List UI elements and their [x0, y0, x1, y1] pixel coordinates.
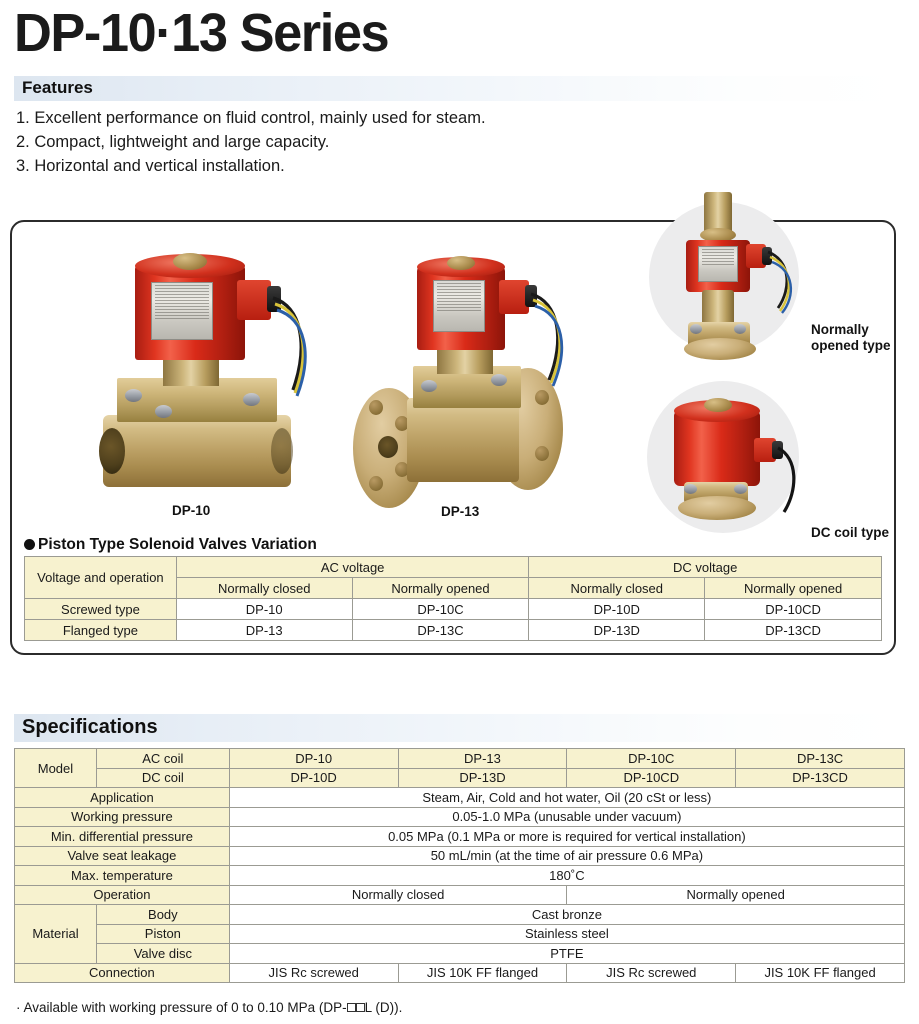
variation-cell: DP-13C — [352, 620, 529, 641]
spec-model-ac: DP-13 — [398, 749, 567, 769]
spec-connection-value: JIS 10K FF flanged — [736, 963, 905, 983]
variation-corner-label: Voltage and operation — [25, 557, 177, 599]
outlet-port — [271, 428, 293, 474]
spec-operation-label: Operation — [15, 885, 230, 905]
spec-operation-value: Normally closed — [229, 885, 567, 905]
bullet-icon — [24, 539, 35, 550]
valve-body — [407, 398, 519, 482]
lead-wires — [766, 248, 808, 314]
feature-item: 3. Horizontal and vertical installation. — [16, 157, 285, 175]
base-bolt — [684, 484, 697, 494]
spec-material-value: Stainless steel — [229, 924, 904, 944]
spec-connection-value: JIS 10K FF flanged — [398, 963, 567, 983]
valve-body — [103, 415, 291, 487]
spec-material-sub-label: Piston — [96, 924, 229, 944]
coil-nameplate — [698, 246, 738, 282]
features-header-bar — [14, 76, 905, 101]
table-row — [15, 749, 905, 769]
base-bolt — [734, 484, 747, 494]
feature-item: 1. Excellent performance on fluid control, mainly used for steam. — [16, 109, 486, 127]
spec-material-value: Cast bronze — [229, 905, 904, 925]
spec-connection-label: Connection — [15, 963, 230, 983]
variation-cell: DP-10 — [176, 599, 352, 620]
spec-model-ac: DP-13C — [736, 749, 905, 769]
spec-dc-coil-label: DC coil — [96, 768, 229, 788]
spec-row-value: 0.05-1.0 MPa (unusable under vacuum) — [229, 807, 904, 827]
bonnet-bolt — [421, 380, 437, 392]
caption-normally-opened — [811, 322, 891, 354]
spec-row-value: 180˚C — [229, 866, 904, 886]
caption-dc-coil: DC coil type — [811, 525, 890, 540]
variation-cell: DP-10C — [352, 599, 529, 620]
table-row — [15, 827, 905, 847]
variation-cell: DP-13D — [529, 620, 705, 641]
spec-row-label: Working pressure — [15, 807, 230, 827]
spec-connection-value: JIS Rc screwed — [567, 963, 736, 983]
table-row — [15, 885, 905, 905]
variation-cell: DP-13CD — [705, 620, 882, 641]
variation-row-label: Flanged type — [25, 620, 177, 641]
bonnet-bolt — [491, 374, 507, 386]
flange-bolt — [369, 476, 383, 491]
variation-cell: DP-13 — [176, 620, 352, 641]
flange-bolt — [369, 400, 383, 415]
table-row — [15, 807, 905, 827]
spec-model-dc: DP-10D — [229, 768, 398, 788]
lead-wires — [271, 290, 331, 400]
table-row — [15, 846, 905, 866]
photo-dp10-valve — [85, 250, 315, 500]
coil-nameplate — [433, 280, 485, 332]
spec-model-ac: DP-10 — [229, 749, 398, 769]
bonnet-bolt — [243, 393, 260, 406]
variation-cell: DP-10D — [529, 599, 705, 620]
specifications-table — [14, 748, 905, 983]
base-flange — [678, 496, 756, 520]
photo-dc-coil-valve — [660, 392, 790, 527]
spec-row-value: 0.05 MPa (0.1 MPa or more is required for vertical installation) — [229, 827, 904, 847]
coil-center-nut — [447, 256, 475, 270]
spec-material-sub-label: Valve disc — [96, 944, 229, 964]
table-row — [15, 905, 905, 925]
flange-bolt — [535, 390, 549, 405]
coil-center-nut — [704, 398, 732, 412]
placeholder-box-icon — [356, 1003, 365, 1012]
conduit-box — [237, 280, 271, 320]
inlet-port — [99, 428, 125, 474]
variation-heading — [24, 536, 317, 554]
table-row — [15, 924, 905, 944]
bonnet-bolt — [125, 389, 142, 402]
feature-item: 2. Compact, lightweight and large capacity. — [16, 133, 330, 151]
footnote-suffix: L (D)). — [364, 1000, 403, 1015]
flange-bore — [378, 436, 398, 458]
spec-material-sub-label: Body — [96, 905, 229, 925]
spec-connection-value: JIS Rc screwed — [229, 963, 398, 983]
variation-row-label: Screwed type — [25, 599, 177, 620]
variation-cell: DP-10CD — [705, 599, 882, 620]
caption-line: opened type — [811, 338, 891, 353]
footnote-prefix: · Available with working pressure of 0 to 0.10 MPa (DP- — [16, 1000, 347, 1015]
caption-dp13: DP-13 — [441, 504, 480, 519]
table-row — [15, 944, 905, 964]
placeholder-box-icon — [347, 1003, 356, 1012]
variation-group-ac: AC voltage — [176, 557, 529, 578]
caption-dp10: DP-10 — [172, 503, 211, 518]
spec-ac-coil-label: AC coil — [96, 749, 229, 769]
table-row — [15, 768, 905, 788]
spec-model-ac: DP-10C — [567, 749, 736, 769]
spec-model-dc: DP-13D — [398, 768, 567, 788]
table-row — [15, 866, 905, 886]
base-bolt — [690, 324, 702, 334]
spec-row-label: Application — [15, 788, 230, 808]
table-row — [25, 599, 882, 620]
table-row — [25, 620, 882, 641]
spec-operation-value: Normally opened — [567, 885, 905, 905]
lower-stem-tube — [702, 290, 734, 326]
flange-bolt — [535, 446, 549, 461]
table-row — [15, 963, 905, 983]
photo-dp13-valve — [345, 248, 605, 503]
lead-wires — [529, 288, 589, 388]
spec-model-dc: DP-13CD — [736, 768, 905, 788]
spec-row-value: 50 mL/min (at the time of air pressure 0.6 MPa) — [229, 846, 904, 866]
page-title: DP-10·13 Series — [14, 3, 389, 63]
spec-row-value: Steam, Air, Cold and hot water, Oil (20 cSt or less) — [229, 788, 904, 808]
spec-row-label: Min. differential pressure — [15, 827, 230, 847]
features-heading: Features — [22, 78, 93, 97]
caption-line: Normally — [811, 322, 869, 337]
variation-heading-text: Piston Type Solenoid Valves Variation — [38, 536, 317, 553]
variation-group-dc: DC voltage — [529, 557, 882, 578]
spec-material-label: Material — [15, 905, 97, 964]
specifications-heading: Specifications — [22, 716, 158, 738]
variation-op-header: Normally closed — [176, 578, 352, 599]
table-row — [25, 557, 882, 578]
variation-op-header: Normally opened — [352, 578, 529, 599]
variation-op-header: Normally closed — [529, 578, 705, 599]
features-list — [16, 106, 716, 178]
table-row — [15, 788, 905, 808]
bonnet-bolt — [155, 405, 172, 418]
base-flange — [684, 338, 756, 360]
lead-wire — [776, 444, 816, 516]
spec-row-label: Max. temperature — [15, 866, 230, 886]
coil-center-nut — [173, 253, 207, 270]
spec-material-value: PTFE — [229, 944, 904, 964]
variation-op-header: Normally opened — [705, 578, 882, 599]
photo-normally-opened-valve — [668, 192, 788, 362]
coil-nameplate — [151, 282, 213, 340]
spec-model-dc: DP-10CD — [567, 768, 736, 788]
spec-model-label: Model — [15, 749, 97, 788]
footnote — [16, 1000, 402, 1015]
spec-row-label: Valve seat leakage — [15, 846, 230, 866]
variation-table — [24, 556, 882, 641]
base-bolt — [734, 324, 746, 334]
